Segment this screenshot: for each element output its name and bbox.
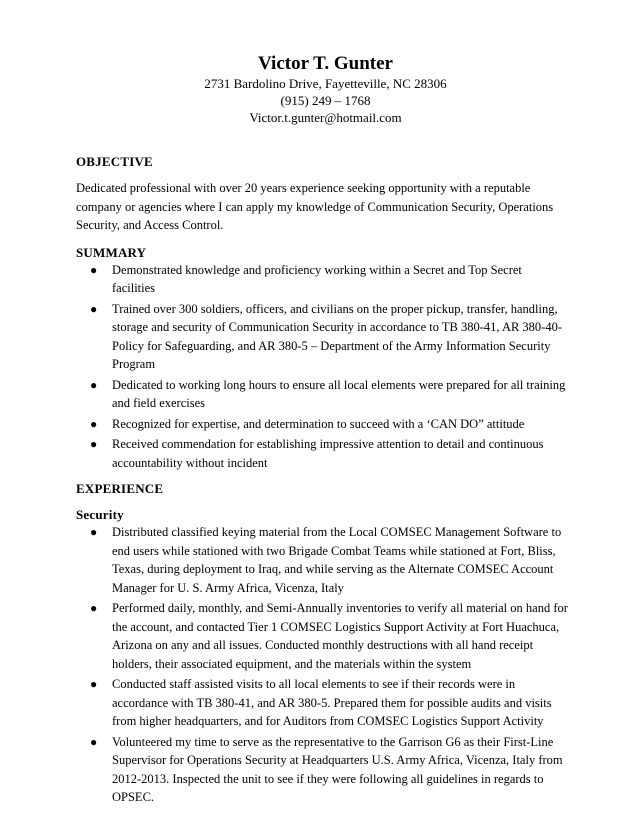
experience-item [76, 675, 568, 731]
experience-item [76, 733, 568, 807]
summary-item [76, 300, 568, 374]
candidate-address: 2731 Bardolino Drive, Fayetteville, NC 28306 [204, 76, 447, 91]
bullet-icon: ● [90, 734, 98, 749]
experience-item-text: Performed daily, monthly, and Semi-Annually inventories to verify all material on hand for the account, and contacted Tier 1 COMSEC Logistics Support Activity at Fort Huachuca, Arizona on any and all issues. Conducted monthly destructions with all hand receipt holders, their associated equipment, and the materials within the system [112, 601, 568, 671]
summary-item-text: Demonstrated knowledge and proficiency working within a Secret and Top Secret facilities [112, 262, 522, 295]
experience-item [76, 599, 568, 673]
candidate-phone: (915) 249 – 1768 [280, 93, 371, 108]
bullet-icon: ● [90, 437, 98, 451]
bullet-icon: ● [90, 416, 98, 431]
summary-list [76, 261, 568, 473]
objective-heading: OBJECTIVE [76, 154, 153, 169]
experience-item-text: Volunteered my time to serve as the representative to the Garrison G6 as their First-Line Supervisor for Operations Security at Headquarters U.S. Army Africa, Vicenza, Italy from 2012-2013. Inspected the unit to see if they were following all guidelines in regards to OPSEC. [112, 734, 563, 804]
summary-item-text: Received commendation for establishing impressive attention to detail and continuous accountability without incident [112, 437, 544, 470]
candidate-name: Victor T. Gunter [258, 53, 393, 74]
bullet-icon: ● [90, 301, 98, 316]
experience-heading: EXPERIENCE [76, 481, 164, 496]
experience-subheading: Security [76, 507, 124, 522]
bullet-icon: ● [90, 262, 98, 277]
bullet-icon: ● [90, 677, 98, 691]
summary-heading: SUMMARY [76, 244, 147, 260]
summary-item-text: Recognized for expertise, and determination to succeed with a ‘CAN DO” attitude [112, 416, 525, 431]
summary-item [76, 435, 568, 472]
bullet-icon: ● [90, 377, 98, 392]
bullet-icon: ● [90, 601, 98, 615]
experience-list [76, 523, 568, 807]
summary-item [76, 415, 568, 434]
candidate-email: Victor.t.gunter@hotmail.com [249, 110, 402, 125]
summary-item-text: Trained over 300 soldiers, officers, and civilians on the proper pickup, transfer, handling, storage and security of Communication Security in accordance to TB 380-41, AR 380-40- Policy for Safeguarding, and AR 380-5 – Department of the Army Information Security Program [112, 301, 563, 371]
summary-item [76, 261, 568, 298]
experience-item-text: Distributed classified keying material from the Local COMSEC Management Software to end users while stationed with two Brigade Combat Teams while stationed at Fort, Bliss, Texas, during deployment to Iraq, and while serving as the Alternate COMSEC Account Manager for U. S. Army Africa, Vicenza, Italy [112, 525, 562, 595]
experience-item-text: Conducted staff assisted visits to all local elements to see if their records were in accordance with TB 380-41, and AR 380-5. Prepared them for possible audits and visits from higher headquarters, and for Auditors from COMSEC Logistics Support Activity [112, 677, 552, 728]
resume-header [83, 52, 568, 126]
summary-item-text: Dedicated to working long hours to ensure all local elements were prepared for all training and field exercises [112, 377, 566, 410]
objective-text: Dedicated professional with over 20 years experience seeking opportunity with a reputable company or agencies where I can apply my knowledge of Communication Security, Operations Security, and Access Control. [76, 181, 554, 232]
summary-item [76, 376, 568, 413]
bullet-icon: ● [90, 525, 98, 539]
experience-item [76, 523, 568, 597]
